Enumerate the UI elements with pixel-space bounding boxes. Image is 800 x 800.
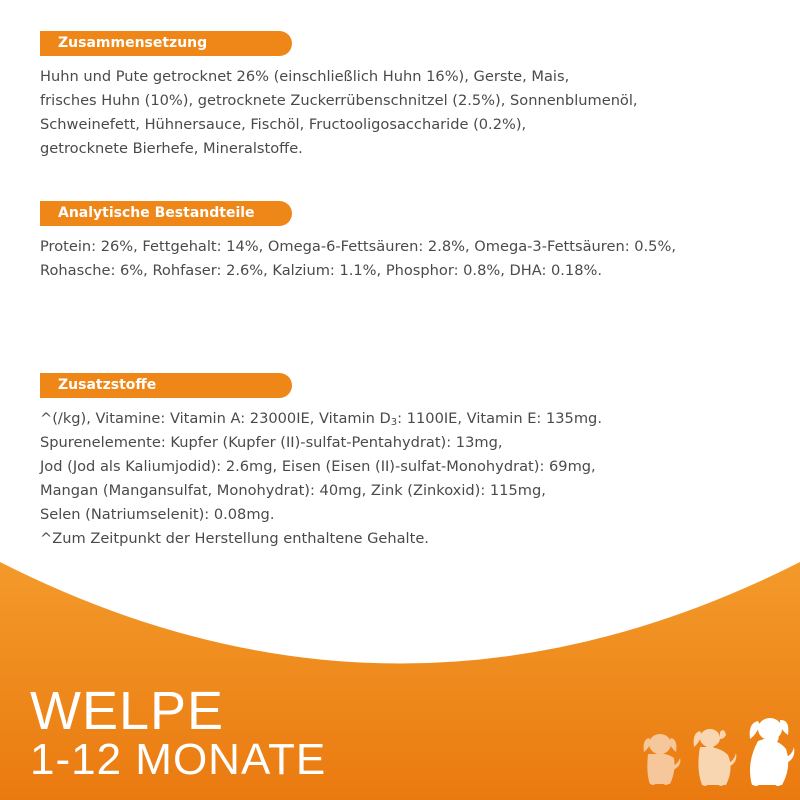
banner-subtitle: 1-12 MONATE bbox=[30, 735, 327, 784]
composition-line: Huhn und Pute getrocknet 26% (einschließlich Huhn 16%), Gerste, Mais, bbox=[40, 68, 570, 85]
vitamin-d-subscript: 3 bbox=[390, 417, 398, 428]
composition-line: Schweinefett, Hühnersauce, Fischöl, Fructooligosaccharide (0.2%), bbox=[40, 116, 527, 133]
analytical-line: Protein: 26%, Fettgehalt: 14%, Omega-6-Fettsäuren: 2.8%, Omega-3-Fettsäuren: 0.5%, bbox=[40, 238, 676, 255]
additives-heading: Zusatzstoffe bbox=[40, 373, 292, 398]
analytical-line: Rohasche: 6%, Rohfaser: 2.6%, Kalzium: 1.1%, Phosphor: 0.8%, DHA: 0.18%. bbox=[40, 262, 602, 279]
vitamins-text: ^(/kg), Vitamine: Vitamin A: 23000IE, Vitamin D bbox=[40, 410, 391, 427]
additives-line: Mangan (Mangansulfat, Monohydrat): 40mg, Zink (Zinkoxid): 115mg, bbox=[40, 482, 546, 499]
analytical-text bbox=[40, 235, 780, 283]
analytical-heading: Analytische Bestandteile bbox=[40, 201, 292, 226]
additives-section bbox=[40, 373, 780, 551]
additives-line: Selen (Natriumselenit): 0.08mg. bbox=[40, 506, 275, 523]
vitamins-text-cont: : 1100IE, Vitamin E: 135mg. bbox=[397, 410, 602, 427]
additives-footnote: ^Zum Zeitpunkt der Herstellung enthaltene Gehalte. bbox=[40, 530, 429, 547]
additives-line: Spurenelemente: Kupfer (Kupfer (II)-sulfat-Pentahydrat): 13mg, bbox=[40, 434, 503, 451]
puppy-small-icon bbox=[636, 730, 684, 786]
composition-heading: Zusammensetzung bbox=[40, 31, 292, 56]
puppy-large-icon bbox=[740, 715, 796, 787]
composition-line: getrocknete Bierhefe, Mineralstoffe. bbox=[40, 140, 303, 157]
additives-line: Jod (Jod als Kaliumjodid): 2.6mg, Eisen (Eisen (II)-sulfat-Monohydrat): 69mg, bbox=[40, 458, 596, 475]
additives-line bbox=[40, 407, 780, 431]
banner-title: WELPE bbox=[30, 681, 225, 741]
additives-text bbox=[40, 407, 780, 551]
composition-line: frisches Huhn (10%), getrocknete Zuckerrübenschnitzel (2.5%), Sonnenblumenöl, bbox=[40, 92, 638, 109]
composition-text bbox=[40, 65, 780, 161]
composition-section bbox=[40, 31, 780, 161]
puppy-medium-icon bbox=[688, 725, 738, 787]
analytical-section bbox=[40, 201, 780, 283]
